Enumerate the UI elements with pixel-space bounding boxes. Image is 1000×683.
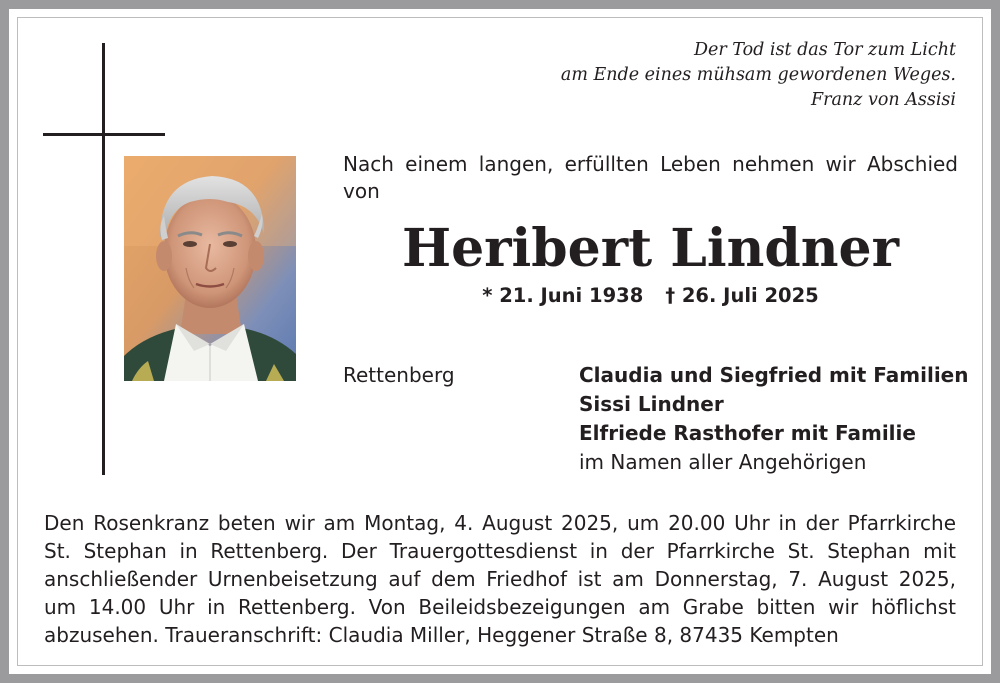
quote-author: Franz von Assisi [810, 90, 956, 110]
quote-line-1: Der Tod ist das Tor zum Licht [693, 40, 956, 60]
deceased-name: Heribert Lindner [401, 218, 900, 279]
mourners-list [579, 361, 968, 477]
mourner-line: Sissi Lindner [579, 392, 724, 416]
announcement-text [44, 509, 956, 649]
cross-icon-vertical [102, 43, 105, 475]
place-name: Rettenberg [343, 363, 455, 387]
announcement-line-3: anschließender Urnenbeisetzung auf dem Friedhof ist am Donnerstag, 7. August 2025, [44, 567, 956, 591]
announcement-line-4: um 14.00 Uhr in Rettenberg. Von Beileidsbezeigungen am Grabe bitten wir höflichst [44, 595, 956, 619]
announcement-line-1: Den Rosenkranz beten wir am Montag, 4. August 2025, um 20.00 Uhr in der Pfarrkirche [44, 511, 956, 535]
epigraph-quote [561, 38, 956, 113]
mourner-line: Elfriede Rasthofer mit Familie [579, 421, 916, 445]
announcement-line-5: abzusehen. Traueranschrift: Claudia Miller, Heggener Straße 8, 87435 Kempten [44, 623, 839, 647]
mourner-line: Claudia und Siegfried mit Familien [579, 363, 969, 387]
quote-line-2: am Ende eines mühsam gewordenen Weges. [560, 65, 956, 85]
announcement-line-2: St. Stephan in Rettenberg. Der Trauergottesdienst in der Pfarrkirche St. Stephan mit [44, 539, 956, 563]
mourner-line: im Namen aller Angehörigen [579, 450, 867, 474]
birth-date: * 21. Juni 1938 [482, 284, 644, 307]
life-dates [343, 282, 958, 310]
cross-icon-horizontal [43, 133, 165, 136]
death-date: † 26. Juli 2025 [665, 284, 819, 307]
intro-text: Nach einem langen, erfüllten Leben nehmen wir Abschied von [343, 152, 958, 203]
portrait-photo [124, 156, 296, 381]
